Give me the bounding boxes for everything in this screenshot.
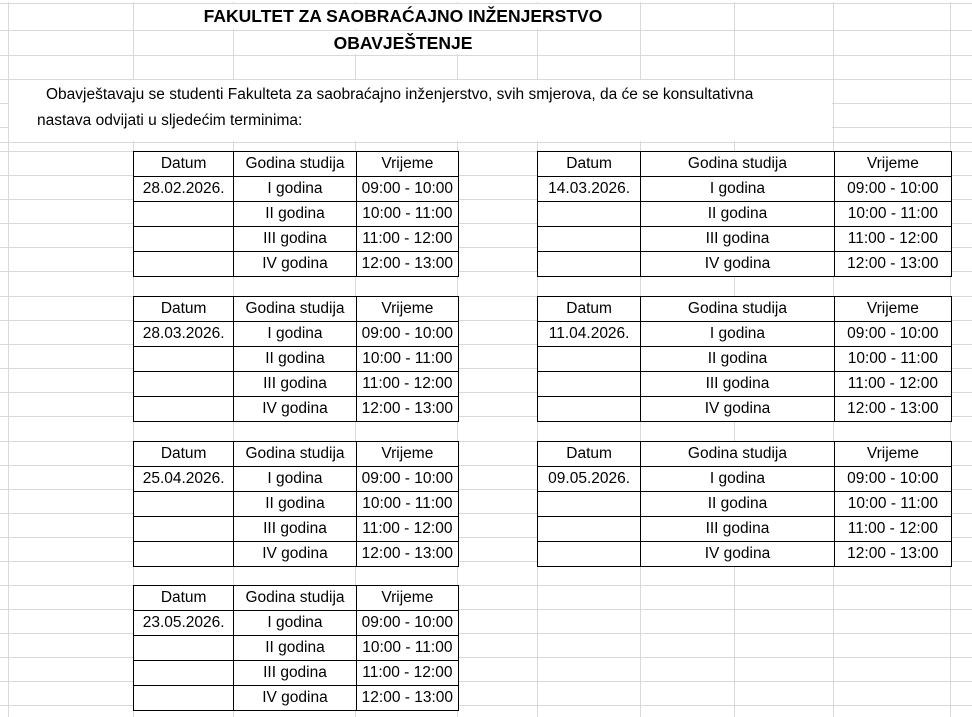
header-cell-godina-studija: Godina studija (641, 297, 834, 322)
header-cell-vrijeme: Vrijeme (356, 442, 458, 467)
year-cell: IV godina (234, 252, 356, 277)
header-cell-godina-studija: Godina studija (641, 442, 834, 467)
time-cell: 09:00 - 10:00 (834, 177, 951, 202)
time-cell: 11:00 - 12:00 (834, 227, 951, 252)
empty-date-cell (538, 542, 641, 567)
document-title: FAKULTET ZA SAOBRAĆAJNO INŽENJERSTVO (203, 6, 603, 26)
date-cell: 25.04.2026. (134, 467, 234, 492)
empty-date-cell (134, 686, 234, 711)
schedule-table-2 (537, 151, 952, 277)
year-cell: III godina (234, 661, 356, 686)
empty-date-cell (538, 202, 641, 227)
date-cell: 28.02.2026. (134, 177, 234, 202)
gridline-horizontal (0, 142, 972, 143)
time-cell: 12:00 - 13:00 (356, 686, 458, 711)
time-cell: 12:00 - 13:00 (834, 542, 951, 567)
year-cell: IV godina (641, 397, 834, 422)
empty-date-cell (538, 492, 641, 517)
time-cell: 11:00 - 12:00 (356, 372, 458, 397)
schedule-table-5 (133, 441, 459, 567)
time-cell: 09:00 - 10:00 (356, 322, 458, 347)
year-cell: I godina (641, 177, 834, 202)
year-cell: IV godina (234, 542, 356, 567)
header-cell-godina-studija: Godina studija (234, 297, 356, 322)
empty-date-cell (134, 347, 234, 372)
year-cell: III godina (641, 372, 834, 397)
time-cell: 10:00 - 11:00 (356, 636, 458, 661)
header-cell-godina-studija: Godina studija (234, 442, 356, 467)
year-cell: II godina (641, 347, 834, 372)
year-cell: IV godina (234, 686, 356, 711)
schedule-table-3 (133, 296, 459, 422)
time-cell: 09:00 - 10:00 (834, 467, 951, 492)
empty-date-cell (538, 372, 641, 397)
empty-date-cell (134, 517, 234, 542)
empty-date-cell (538, 517, 641, 542)
year-cell: I godina (641, 467, 834, 492)
schedule-table-4 (537, 296, 952, 422)
year-cell: II godina (234, 492, 356, 517)
time-cell: 09:00 - 10:00 (356, 177, 458, 202)
year-cell: III godina (234, 372, 356, 397)
header-cell-godina-studija: Godina studija (234, 152, 356, 177)
time-cell: 12:00 - 13:00 (356, 542, 458, 567)
empty-date-cell (134, 492, 234, 517)
empty-date-cell (538, 252, 641, 277)
time-cell: 09:00 - 10:00 (356, 467, 458, 492)
time-cell: 11:00 - 12:00 (834, 372, 951, 397)
year-cell: IV godina (234, 397, 356, 422)
empty-date-cell (134, 202, 234, 227)
time-cell: 12:00 - 13:00 (834, 397, 951, 422)
header-cell-godina-studija: Godina studija (641, 152, 834, 177)
time-cell: 12:00 - 13:00 (356, 252, 458, 277)
header-cell-datum: Datum (134, 442, 234, 467)
year-cell: III godina (234, 517, 356, 542)
year-cell: III godina (641, 517, 834, 542)
year-cell: II godina (234, 347, 356, 372)
year-cell: I godina (234, 322, 356, 347)
date-cell: 28.03.2026. (134, 322, 234, 347)
header-cell-datum: Datum (134, 297, 234, 322)
time-cell: 11:00 - 12:00 (834, 517, 951, 542)
header-cell-godina-studija: Godina studija (234, 586, 356, 611)
year-cell: I godina (234, 177, 356, 202)
time-cell: 10:00 - 11:00 (834, 202, 951, 227)
empty-date-cell (538, 397, 641, 422)
year-cell: II godina (234, 636, 356, 661)
schedule-table-6 (537, 441, 952, 567)
time-cell: 10:00 - 11:00 (834, 492, 951, 517)
year-cell: III godina (641, 227, 834, 252)
year-cell: I godina (641, 322, 834, 347)
time-cell: 10:00 - 11:00 (356, 202, 458, 227)
time-cell: 10:00 - 11:00 (356, 492, 458, 517)
year-cell: II godina (641, 202, 834, 227)
header-cell-datum: Datum (538, 297, 641, 322)
empty-date-cell (134, 372, 234, 397)
year-cell: I godina (234, 467, 356, 492)
header-cell-datum: Datum (134, 586, 234, 611)
header-cell-vrijeme: Vrijeme (356, 152, 458, 177)
header-cell-vrijeme: Vrijeme (356, 586, 458, 611)
empty-date-cell (134, 542, 234, 567)
header-cell-vrijeme: Vrijeme (356, 297, 458, 322)
year-cell: I godina (234, 611, 356, 636)
time-cell: 11:00 - 12:00 (356, 227, 458, 252)
intro-text-line2: nastava odvijati u sljedećim terminima: (37, 112, 303, 129)
time-cell: 12:00 - 13:00 (356, 397, 458, 422)
year-cell: IV godina (641, 252, 834, 277)
intro-text-line1: Obavještavaju se studenti Fakulteta za saobraćajno inženjerstvo, svih smjerova, da će se konsultativna (46, 86, 754, 103)
empty-date-cell (134, 636, 234, 661)
year-cell: II godina (234, 202, 356, 227)
header-cell-vrijeme: Vrijeme (834, 152, 951, 177)
schedule-table-1 (133, 151, 459, 277)
date-cell: 23.05.2026. (134, 611, 234, 636)
empty-date-cell (538, 347, 641, 372)
header-cell-vrijeme: Vrijeme (834, 297, 951, 322)
empty-date-cell (134, 661, 234, 686)
empty-date-cell (134, 227, 234, 252)
date-cell: 11.04.2026. (538, 322, 641, 347)
time-cell: 09:00 - 10:00 (834, 322, 951, 347)
time-cell: 11:00 - 12:00 (356, 517, 458, 542)
empty-date-cell (134, 397, 234, 422)
date-cell: 14.03.2026. (538, 177, 641, 202)
date-cell: 09.05.2026. (538, 467, 641, 492)
header-cell-datum: Datum (538, 442, 641, 467)
header-cell-datum: Datum (538, 152, 641, 177)
time-cell: 10:00 - 11:00 (356, 347, 458, 372)
document-subtitle: OBAVJEŠTENJE (333, 33, 473, 53)
schedule-table-7 (133, 585, 459, 711)
header-cell-vrijeme: Vrijeme (834, 442, 951, 467)
year-cell: II godina (641, 492, 834, 517)
time-cell: 10:00 - 11:00 (834, 347, 951, 372)
year-cell: IV godina (641, 542, 834, 567)
year-cell: III godina (234, 227, 356, 252)
empty-date-cell (538, 227, 641, 252)
time-cell: 12:00 - 13:00 (834, 252, 951, 277)
header-cell-datum: Datum (134, 152, 234, 177)
empty-date-cell (134, 252, 234, 277)
time-cell: 09:00 - 10:00 (356, 611, 458, 636)
time-cell: 11:00 - 12:00 (356, 661, 458, 686)
